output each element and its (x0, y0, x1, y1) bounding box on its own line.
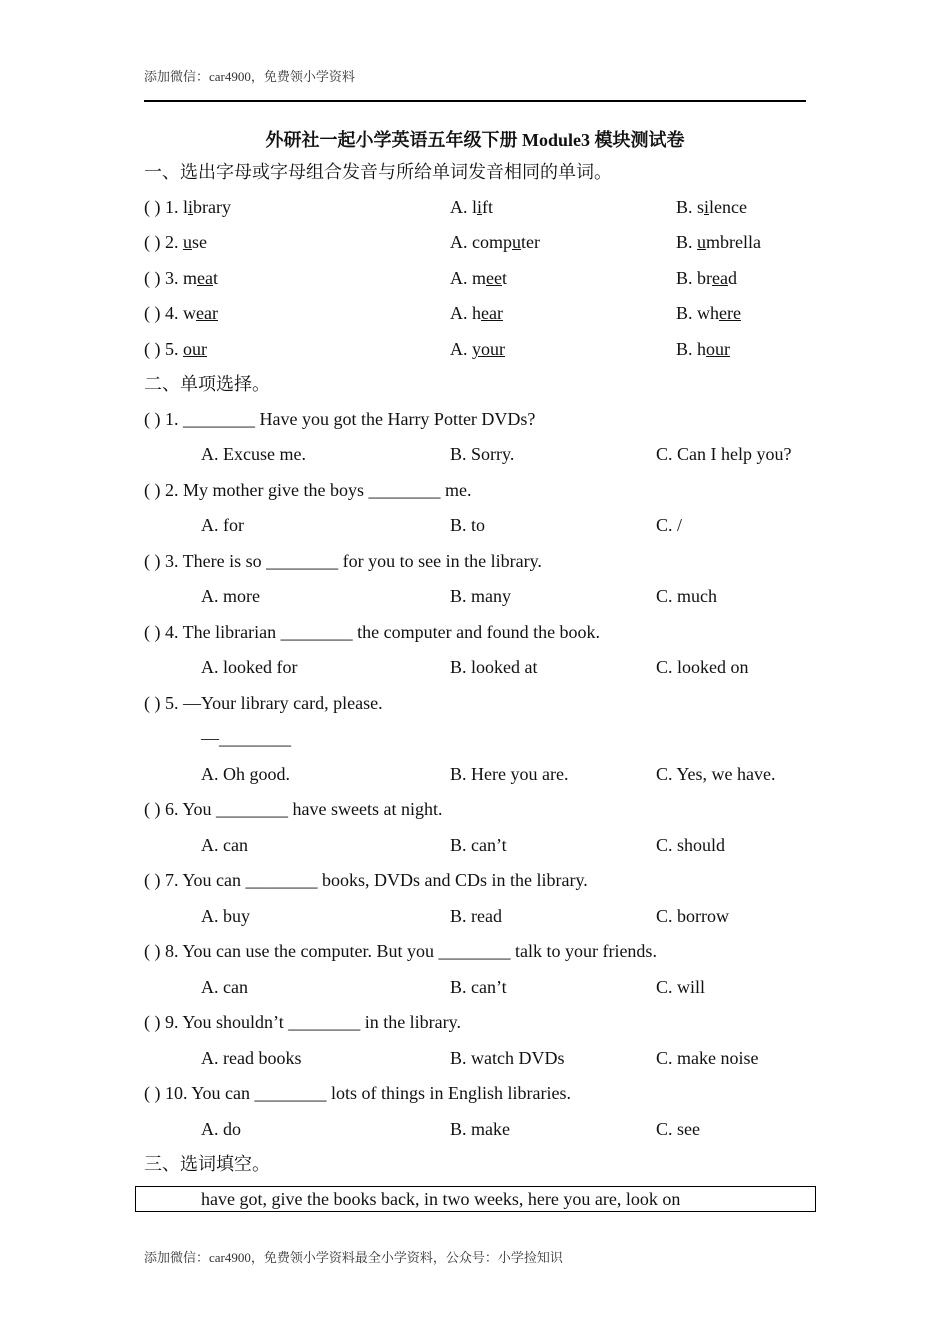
phonics-item (0, 335, 950, 363)
phonics-option-a: A. your (450, 339, 505, 359)
section1-heading: 一、选出字母或字母组合发音与所给单词发音相同的单词。 (144, 162, 612, 182)
question-stem (0, 547, 950, 575)
option-b: B. watch DVDs (450, 1048, 565, 1068)
option-c: C. will (656, 977, 706, 997)
option-c: C. / (656, 515, 683, 535)
word-bank-box (135, 1186, 816, 1212)
phonics-item (0, 193, 950, 221)
phonics-option-b: B. hour (676, 339, 731, 359)
question-stem (0, 866, 950, 894)
question-text: ( ) 8. You can use the computer. But you ________ talk to your friends. (144, 941, 657, 961)
question-text: ( ) 9. You shouldn’t ________ in the library. (144, 1012, 461, 1032)
header-note: 添加微信：car4900，免费领小学资料 (144, 69, 355, 84)
header-divider (144, 100, 806, 102)
page-title: 外研社一起小学英语五年级下册 Module3 模块测试卷 (265, 130, 685, 150)
option-b: B. Here you are. (450, 764, 569, 784)
option-c: C. borrow (656, 906, 729, 926)
option-a: A. can (201, 977, 248, 997)
phonics-item (0, 228, 950, 256)
option-b: B. to (450, 515, 486, 535)
question-options (0, 902, 950, 930)
question-options (0, 511, 950, 539)
question-stem (0, 689, 950, 717)
question-options (0, 760, 950, 788)
phonics-word: ( ) 4. wear (144, 303, 218, 323)
question-options (0, 582, 950, 610)
phonics-word: ( ) 5. our (144, 339, 207, 359)
question-stem (0, 476, 950, 504)
option-c: C. Yes, we have. (656, 764, 776, 784)
question-options (0, 440, 950, 468)
question-text: ( ) 2. My mother give the boys ________ me. (144, 480, 472, 500)
option-b: B. make (450, 1119, 510, 1139)
section1-heading-line (0, 158, 950, 186)
option-b: B. can’t (450, 977, 507, 997)
option-a: A. read books (201, 1048, 302, 1068)
option-c: C. looked on (656, 657, 749, 677)
option-b: B. read (450, 906, 502, 926)
option-b: B. Sorry. (450, 444, 515, 464)
question-stem (0, 618, 950, 646)
option-b: B. many (450, 586, 511, 606)
option-b: B. can’t (450, 835, 507, 855)
question-text: ( ) 10. You can ________ lots of things in English libraries. (144, 1083, 571, 1103)
option-a: A. Excuse me. (201, 444, 306, 464)
question-stem (0, 405, 950, 433)
option-a: A. do (201, 1119, 241, 1139)
question-stem (0, 937, 950, 965)
phonics-option-a: A. meet (450, 268, 507, 288)
question-text: ( ) 5. —Your library card, please. (144, 693, 383, 713)
option-a: A. can (201, 835, 248, 855)
question-text: ( ) 7. You can ________ books, DVDs and CDs in the library. (144, 870, 588, 890)
question-options (0, 653, 950, 681)
phonics-word: ( ) 1. library (144, 197, 232, 217)
option-a: A. for (201, 515, 244, 535)
question-stem (0, 795, 950, 823)
phonics-item (0, 264, 950, 292)
word-bank-text: have got, give the books back, in two weeks, here you are, look on (201, 1189, 681, 1209)
phonics-item (0, 299, 950, 327)
question-text: ( ) 6. You ________ have sweets at night. (144, 799, 443, 819)
phonics-option-b: B. bread (676, 268, 737, 288)
option-c: C. much (656, 586, 717, 606)
section3-heading-line (0, 1150, 950, 1178)
phonics-option-b: B. where (676, 303, 741, 323)
phonics-option-a: A. computer (450, 232, 540, 252)
option-c: C. Can I help you? (656, 444, 792, 464)
question-text: ( ) 3. There is so ________ for you to see in the library. (144, 551, 542, 571)
question-options (0, 1115, 950, 1143)
question-text: ( ) 4. The librarian ________ the computer and found the book. (144, 622, 601, 642)
phonics-option-a: A. hear (450, 303, 503, 323)
question-stem (0, 1008, 950, 1036)
option-a: A. more (201, 586, 260, 606)
phonics-option-b: B. silence (676, 197, 747, 217)
option-a: A. Oh good. (201, 764, 290, 784)
phonics-word: ( ) 3. meat (144, 268, 219, 288)
question-options (0, 831, 950, 859)
question-reply-blank: —________ (201, 728, 291, 748)
question-text: ( ) 1. ________ Have you got the Harry Potter DVDs? (144, 409, 536, 429)
question-options (0, 1044, 950, 1072)
section2-heading: 二、单项选择。 (144, 374, 270, 394)
question-options (0, 973, 950, 1001)
option-c: C. see (656, 1119, 700, 1139)
option-c: C. should (656, 835, 726, 855)
option-a: A. buy (201, 906, 250, 926)
section3-heading: 三、选词填空。 (144, 1154, 270, 1174)
phonics-word: ( ) 2. use (144, 232, 207, 252)
footer-note: 添加微信：car4900，免费领小学资料最全小学资料，公众号：小学捡知识 (144, 1250, 563, 1265)
question-stem (0, 1079, 950, 1107)
section2-heading-line (0, 370, 950, 398)
option-b: B. looked at (450, 657, 538, 677)
phonics-option-b: B. umbrella (676, 232, 761, 252)
phonics-option-a: A. lift (450, 197, 494, 217)
option-a: A. looked for (201, 657, 298, 677)
option-c: C. make noise (656, 1048, 759, 1068)
question-dialog-reply (0, 724, 950, 752)
